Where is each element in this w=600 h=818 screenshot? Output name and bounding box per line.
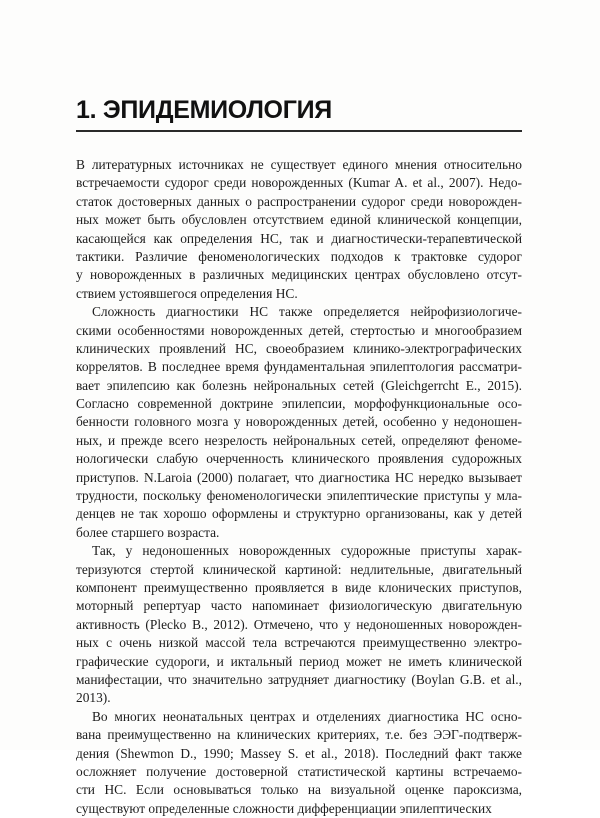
text-line: встречаемости судорог среди новорожденных (Kumar A. et al., 2007). Недо- bbox=[76, 175, 522, 191]
paragraph bbox=[76, 303, 522, 542]
text-line: скими особенностями новорожденных детей, стертостью и многообразием bbox=[76, 322, 522, 338]
text-line: клинических проявлений НС, своеобразием клинико-электрографических bbox=[76, 340, 522, 356]
text-line: ных может быть обусловлен отсутствием единой клинической концепции, bbox=[76, 212, 522, 228]
text-line: Согласно современной доктрине эпилепсии, морфофункциональные осо- bbox=[76, 396, 522, 412]
text-line: статок достоверных данных о распространении судорог среди новорожден- bbox=[76, 193, 522, 209]
text-line: ных, и прежде всего незрелость нейрональных сетей, определяют феноме- bbox=[76, 432, 522, 448]
text-line: манифестации, что значительно затрудняет диагностику (Boylan G.B. et al., bbox=[76, 671, 522, 687]
text-line: осложняет получение достоверной статистической картины встречаемо- bbox=[76, 763, 522, 779]
text-line: графические судороги, и иктальный период может не иметь клинической bbox=[76, 653, 522, 669]
text-line: теризуются стертой клинической картиной: недлительные, двигательный bbox=[76, 561, 522, 577]
text-line: дения (Shewmon D., 1990; Massey S. et al., 2018). Последний факт также bbox=[76, 745, 522, 761]
text-line: В литературных источниках не существует единого мнения относительно bbox=[76, 157, 522, 172]
page-title: 1. ЭПИДЕМИОЛОГИЯ bbox=[76, 96, 332, 124]
text-line: сти НС. Если основываться только на визуальной оценке пароксизма, bbox=[76, 782, 522, 798]
text-line: приступов. N.Laroia (2000) полагает, что диагностика НС нередко вызывает bbox=[76, 469, 522, 485]
text-line: бенности головного мозга у новорожденных детей, особенно у недоношен- bbox=[76, 414, 522, 430]
paragraph bbox=[76, 542, 522, 708]
text-line: компонент преимущественно проявляется в виде клонических приступов, bbox=[76, 579, 522, 595]
text-line: моторный репертуар часто напоминает физиологическую двигательную bbox=[76, 598, 522, 614]
text-line: ных с очень низкой массой тела встречаются преимущественно электро- bbox=[76, 635, 522, 651]
heading-divider bbox=[76, 130, 522, 132]
text-line: трудности, поскольку феноменологически эпилептические приступы у мла- bbox=[76, 488, 522, 504]
body-text bbox=[76, 156, 522, 818]
text-line: вает эпилепсию как болезнь нейрональных сетей (Gleichgerrcht E., 2015). bbox=[76, 377, 522, 393]
text-line: Так, у недоношенных новорожденных судорожные приступы харак- bbox=[92, 543, 522, 559]
text-line: Во многих неонатальных центрах и отделениях диагностика НС осно- bbox=[92, 708, 522, 724]
text-line: нологически слабую очерченность клинического проявления судорожных bbox=[76, 451, 522, 467]
text-line: более старшего возраста. bbox=[76, 524, 220, 540]
text-line: ствием устоявшегося определения НС. bbox=[76, 285, 298, 301]
text-line: 2013). bbox=[76, 690, 111, 706]
text-line: касающейся как определения НС, так и диагностически-терапевтической bbox=[76, 230, 522, 246]
text-line: существуют определенные сложности дифференциации эпилептических bbox=[76, 800, 492, 816]
text-line: денцев не так хорошо оформлены и структурно организованы, как у детей bbox=[76, 506, 522, 522]
paragraph bbox=[76, 156, 522, 303]
paragraph bbox=[76, 708, 522, 818]
text-line: активность (Plecko B., 2012). Отмечено, что у недоношенных новорожден- bbox=[76, 616, 522, 632]
text-line: тактики. Различие феноменологических подходов к трактовке судорог bbox=[76, 248, 522, 264]
text-line: Сложность диагностики НС также определяется нейрофизиологиче- bbox=[92, 304, 522, 320]
text-line: у новорожденных в различных медицинских центрах обусловлено отсут- bbox=[76, 267, 522, 283]
text-line: коррелятов. В последнее время фундаментальная эпилептология рассматри- bbox=[76, 359, 522, 375]
text-line: вана преимущественно на клинических критериях, т.е. без ЭЭГ-подтверж- bbox=[76, 727, 522, 743]
